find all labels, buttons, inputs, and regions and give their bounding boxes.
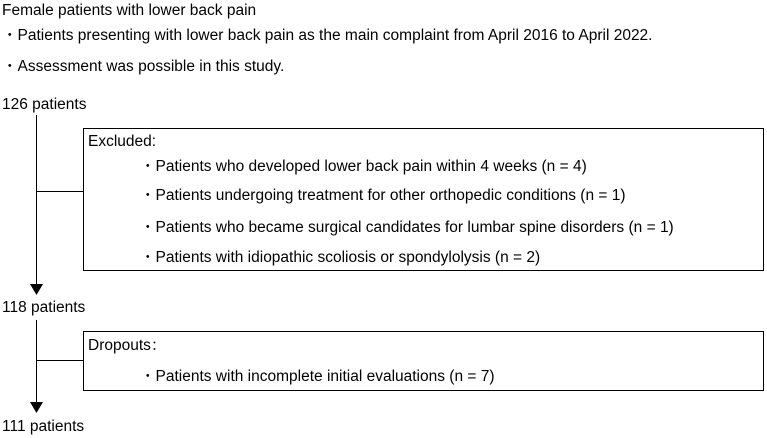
excluded-item-2: ・Patients undergoing treatment for other orthopedic conditions (n = 1) [140, 187, 626, 204]
stage-initial-count: 126 patients [2, 96, 87, 113]
inclusion-criterion-2: ・Assessment was possible in this study. [2, 58, 285, 75]
stage-final-count: 111 patients [2, 418, 85, 435]
flow-arrow-head-2 [30, 402, 43, 414]
excluded-item-4: ・Patients with idiopathic scoliosis or spondylolysis (n = 2) [140, 249, 541, 266]
dropouts-item-1: ・Patients with incomplete initial evaluations (n = 7) [140, 368, 495, 385]
inclusion-criterion-1: ・Patients presenting with lower back pain as the main complaint from April 2016 to April 2022. [2, 27, 653, 44]
flow-arrow-shaft-1 [36, 115, 37, 285]
excluded-item-3: ・Patients who became surgical candidates for lumbar spine disorders (n = 1) [140, 219, 674, 236]
excluded-item-1: ・Patients who developed lower back pain within 4 weeks (n = 4) [140, 158, 587, 175]
stage-after-exclusion-count: 118 patients [2, 299, 86, 316]
excluded-heading: Excluded: [88, 133, 157, 150]
flow-arrow-head-1 [30, 284, 43, 296]
excluded-connector [36, 191, 84, 192]
diagram-title: Female patients with lower back pain [2, 2, 257, 19]
dropouts-connector [36, 360, 84, 361]
flow-arrow-shaft-2 [36, 320, 37, 403]
dropouts-heading: Dropouts： [88, 337, 167, 354]
